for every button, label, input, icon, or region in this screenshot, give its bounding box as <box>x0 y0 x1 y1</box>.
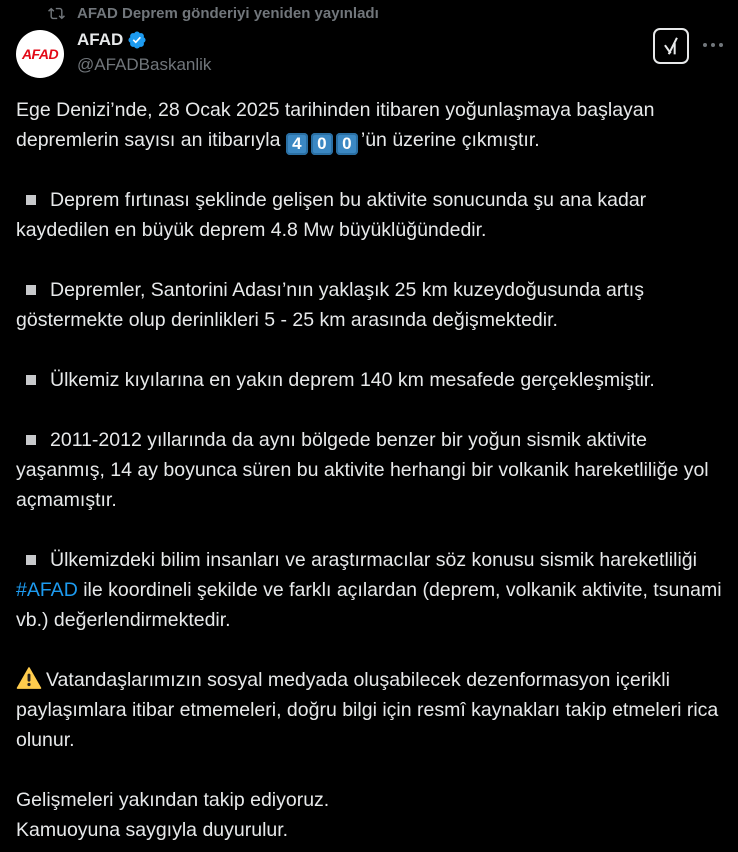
afad-logo: AFAD <box>21 46 59 62</box>
more-options-button[interactable] <box>700 34 726 56</box>
paragraph-warning: Vatandaşlarımızın sosyal medyada oluşabilecek dezenformasyon içerikli paylaşımlara itibar etmemeleri, doğru bilgi için resmî kaynakları takip etmeleri rica olunur. <box>16 665 728 755</box>
avatar[interactable] <box>16 30 64 78</box>
keycap-digit: 0 <box>336 133 358 155</box>
more-icon <box>702 42 724 48</box>
grok-button[interactable] <box>653 28 689 64</box>
paragraph-bullet: Depremler, Santorini Adası’nın yaklaşık 25 km kuzeydoğusunda artış göstermekte olup derinlikleri 5 - 25 km arasında değişmektedir. <box>16 279 644 331</box>
warning-icon <box>16 666 42 690</box>
repost-indicator[interactable] <box>48 3 379 23</box>
bullet-square-icon <box>26 435 36 445</box>
grok-icon <box>660 35 682 57</box>
verified-badge-icon <box>127 30 147 50</box>
tweet-body <box>16 95 728 845</box>
paragraph-intro: Ege Denizi’nde, 28 Ocak 2025 tarihinden itibaren yoğunlaşmaya başlayan depremlerin sayısı an itibarıyla 4 0 0 ’ün üzerine çıkmıştır. <box>16 99 655 153</box>
author-name[interactable]: AFAD <box>77 30 124 49</box>
bullet-square-icon <box>26 195 36 205</box>
author-handle[interactable]: @AFADBaskanlik <box>77 55 212 74</box>
bullet-square-icon <box>26 375 36 385</box>
author-name-row[interactable] <box>77 30 147 50</box>
paragraph-bullet: Ülkemiz kıyılarına en yakın deprem 140 km mesafede gerçekleşmiştir. <box>16 365 728 395</box>
paragraph-bullet: Ülkemizdeki bilim insanları ve araştırmacılar söz konusu sismik hareketliliği #AFAD ile koordineli şekilde ve farklı açılardan (deprem, volkanik aktivite, tsunami vb.) değerlendirmektedir. <box>16 549 722 631</box>
repost-icon <box>48 5 65 22</box>
hashtag-link[interactable]: #AFAD <box>16 579 78 601</box>
bullet-square-icon <box>26 285 36 295</box>
repost-label: AFAD Deprem gönderiyi yeniden yayınladı <box>77 4 379 22</box>
bullet-square-icon <box>26 555 36 565</box>
paragraph-bullet: 2011-2012 yıllarında da aynı bölgede benzer bir yoğun sismik aktivite yaşanmış, 14 ay boyunca süren bu aktivite herhangi bir volkanik hareketliliğe yol açmamıştır. <box>16 429 709 511</box>
paragraph-closing: Gelişmeleri yakından takip ediyoruz. Kamuoyuna saygıyla duyurulur. <box>16 789 330 841</box>
keycap-digit: 4 <box>286 133 308 155</box>
paragraph-bullet: Deprem fırtınası şeklinde gelişen bu aktivite sonucunda şu ana kadar kaydedilen en büyük deprem 4.8 Mw büyüklüğündedir. <box>16 189 647 241</box>
keycap-digit: 0 <box>311 133 333 155</box>
